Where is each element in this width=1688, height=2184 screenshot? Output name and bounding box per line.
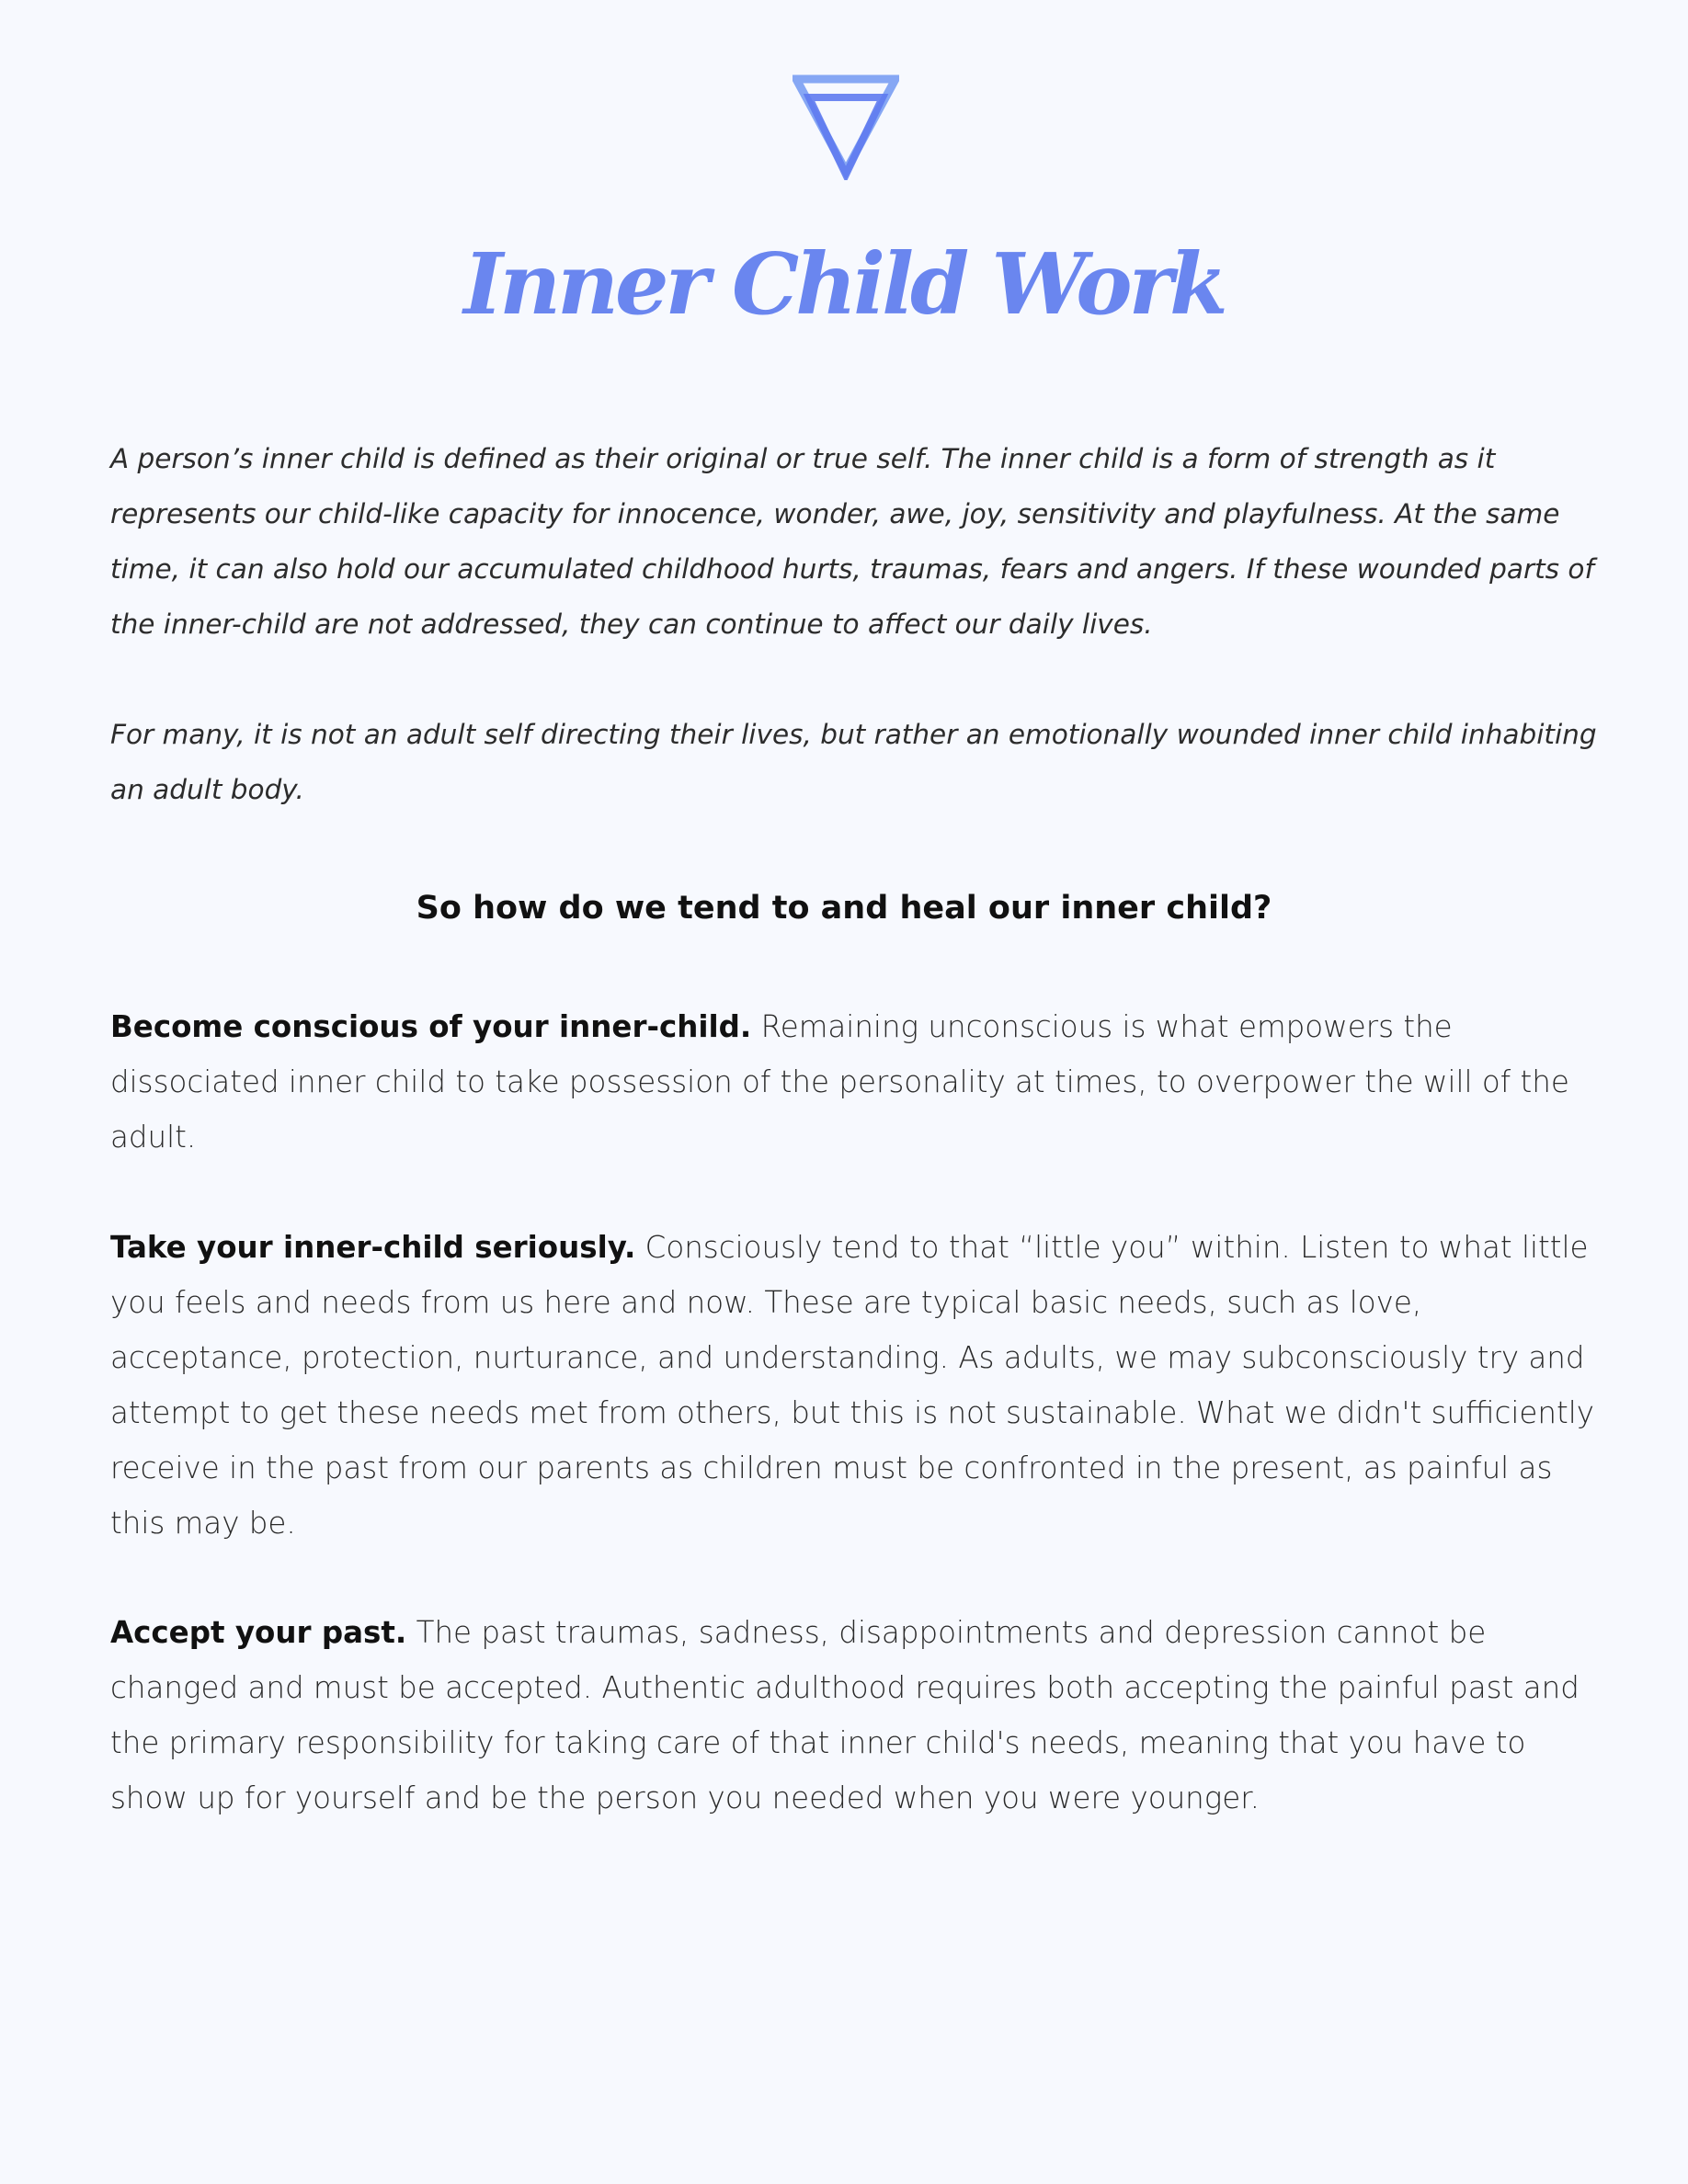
section-lead: Take your inner-child seriously. — [110, 1230, 636, 1265]
section-paragraph — [110, 1605, 1600, 1826]
section-paragraph — [110, 1220, 1600, 1551]
section-lead: Become conscious of your inner-child. — [110, 1009, 752, 1044]
intro-paragraph: For many, it is not an adult self directing their lives, but rather an emotionally wounded inner child inhabiting an adult body. — [110, 719, 1597, 805]
page-title: Inner Child Work — [463, 234, 1225, 334]
section-heading: So how do we tend to and heal our inner child? — [416, 890, 1272, 927]
section-paragraph — [110, 999, 1600, 1165]
section-lead: Accept your past. — [110, 1615, 407, 1650]
section-body: Consciously tend to that “little you” within. Listen to what little you feels and needs from us here and now. These are typical basic needs, such as love, acceptance, protection, nurturance, and understanding. As adults, we may subconsciously try and attempt to get these needs met from others, but this is not sustainable. What we didn't sufficiently receive in the past from our parents as children must be confronted in the present, as painful as this may be. — [110, 1230, 1594, 1541]
section-body: Remaining unconscious is what empowers the dissociated inner child to take possession of the personality at times, to overpower the will of the adult. — [110, 1009, 1569, 1155]
intro-paragraph: A person’s inner child is defined as their original or true self. The inner child is a form of strength as it represents our child-like capacity for innocence, wonder, awe, joy, sensitivity and playfulness. At the same time, it can also hold our accumulated childhood hurts, traumas, fears and angers. If these wounded parts of the inner-child are not addressed, they can continue to affect our daily lives. — [110, 443, 1594, 640]
double-triangle-icon — [793, 72, 899, 180]
section-body: The past traumas, sadness, disappointments and depression cannot be changed and must be accepted. Authentic adulthood requires both accepting the painful past and the primary responsibility for taking care of that inner child's needs, meaning that you have to show up for yourself and be the person you needed when you were younger. — [110, 1615, 1580, 1815]
